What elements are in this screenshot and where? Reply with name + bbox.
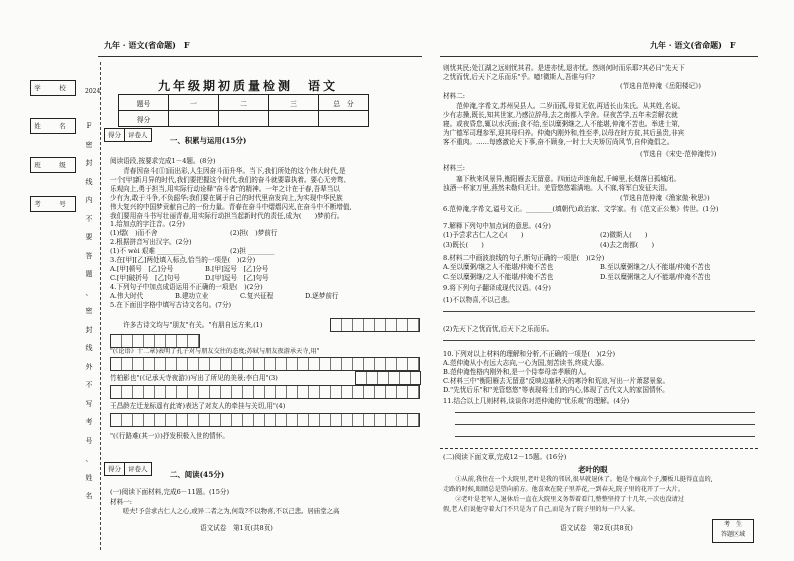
binding-char: 名: [85, 492, 93, 500]
poem-line: 王昌龄左迁龙标遥有此寄)表达了对友人的牵挂与关切,用"(4): [110, 402, 286, 410]
q2-stem: 2.根据拼音写出汉字。(2分): [110, 238, 192, 246]
material-label: 材料二:: [443, 92, 466, 100]
q7-a[interactable]: (1)予尝求古仁人之心( ): [443, 231, 524, 239]
passage-line: 青春因奋斗[①]而出彩,人生因奋斗而升华。当下,我们所处的这个伟大时代,是: [110, 167, 346, 175]
scorer-box: [104, 128, 152, 142]
q4-option-a[interactable]: A.伟大时代: [110, 292, 144, 300]
q1-stem: 1.给加点的字注音。(2分): [110, 220, 185, 228]
material-text: 则忧其民;处江湖之远则忧其君。是进亦忧,退亦忧。然则何时而乐耶?其必曰"先天下: [443, 64, 685, 72]
q8-stem: 8.材料二中画波浪线的句子,断句正确的一项是( )(2分): [443, 254, 605, 262]
passage-line: 我们要用奋斗书写壮丽青春,用实际行动担当起新时代的责任,成为( )梦前行。: [110, 212, 344, 220]
q3-option-c[interactable]: C.[甲]破折号 [乙]句号: [110, 274, 180, 282]
header-rule-right: [440, 56, 758, 57]
q9-stem: 9.将下列句子翻译成现代汉语。(4分): [443, 284, 551, 292]
answer-box-line: 答题区域: [720, 531, 745, 538]
class-box[interactable]: 班 级: [30, 157, 76, 173]
binding-char: 密: [85, 307, 93, 315]
q8-option-d[interactable]: D.至以糜粥继之人/不能堪/仲淹不苦也: [600, 273, 711, 281]
grader-label: 评卷人: [124, 129, 151, 141]
q2-b[interactable]: (2)担 ________: [230, 247, 275, 255]
page-footer-right: 语文试卷 第2页(共8页): [560, 524, 633, 532]
answer-grid[interactable]: [330, 318, 420, 332]
binding-char: 线: [85, 344, 93, 352]
q1-b[interactable]: (2)担( )梦前行: [230, 229, 278, 237]
score-table: [118, 94, 369, 127]
binding-char: 考: [85, 418, 93, 426]
reading2-heading: (二)阅读下面文章,完成12－15题。(16分): [443, 453, 567, 461]
q7-d[interactable]: (4)去之南都( ): [600, 241, 655, 249]
q4-stem: 4.下列句子中加点成语运用不正确的一项是( )(2分): [110, 283, 263, 291]
binding-char: 封: [85, 325, 93, 334]
q9-a: (1)不以物喜,不以己悲。: [443, 296, 514, 304]
binding-char: 答: [85, 251, 93, 260]
material-text: 之忧而忧,后天下之乐而乐"乎。噫!微斯人,吾谁与归?: [443, 73, 595, 81]
score-cell[interactable]: [169, 111, 219, 127]
name-box[interactable]: 姓 名: [30, 118, 76, 134]
binding-char: F: [86, 122, 92, 130]
passage-line: 乐观向上,勇于担当,用实际行动诠释"奋斗者"的精神。一年之计在于春,吾辈当以: [110, 185, 340, 193]
answer-grid[interactable]: [110, 385, 420, 399]
exam-title: 九年级期初质量检测 语文: [158, 79, 339, 93]
passage-line: 伟大复兴的中国梦贡献自己的一份力量。青春在奋斗中熠熠闪光,在奋斗中不断增值,: [110, 203, 352, 211]
binding-char: 题: [85, 270, 93, 278]
q8-option-c[interactable]: C.至以糜粥继/之人不能堪/仲淹不苦也: [443, 273, 554, 281]
q4-option-d[interactable]: D.逐梦前行: [305, 292, 339, 300]
candidate-answer-box: [712, 519, 754, 543]
binding-char: 不: [85, 214, 93, 223]
material-text: 浊酒一杯家万里,燕然未勒归无计。羌管悠悠霜满地。人不寐,将军白发征夫泪。: [443, 184, 672, 192]
source-note: (节选自范仲淹《渔家傲·秋思》): [620, 194, 710, 202]
binding-year: 2024: [85, 88, 101, 95]
binding-char: 要: [85, 233, 93, 241]
page-header-right: 九年 · 语文(省命题) F: [650, 40, 736, 50]
material-text: 客不重肉。……每感激论天下事,奋不顾身,一时士大夫矫厉尚风节,自仲淹倡之。: [443, 138, 674, 146]
poem-line: "(《行路难(其一)》)抒发积极入世的情怀。: [110, 432, 229, 440]
answer-box-line: 考 生: [723, 521, 742, 528]
q5-stem: 5.在下面田字格中填写古诗文名句。(7分): [110, 301, 232, 309]
q4-option-c[interactable]: C.复兴征程: [240, 292, 274, 300]
reading1-heading: (一)阅读下面材料,完成6－11题。(15分): [110, 488, 230, 496]
answer-line[interactable]: [443, 311, 755, 312]
score-head: 题号: [119, 95, 169, 111]
binding-char: 、: [85, 455, 93, 463]
q10-stem: 10.下列对以上材料的理解和分析,不正确的一项是( )(2分): [443, 350, 616, 358]
q10-option-a[interactable]: A.范仲淹从小有远大志向,一心为国,刻苦读书,终成大器。: [443, 359, 608, 367]
source-note: (节选自《宋史·范仲淹传》): [640, 150, 717, 158]
page-header-left: 九年 · 语文(省命题) F: [104, 40, 190, 50]
score-label: 得分: [108, 465, 121, 473]
page-footer-left: 语文试卷 第1页(共8页): [200, 524, 273, 532]
q3-stem: 3.在[甲][乙]两处填入标点,恰当的一项是( )(2分): [110, 256, 256, 264]
q8-option-b[interactable]: B.至以糜粥继之/人不能堪/仲淹不苦也: [600, 263, 711, 271]
binding-char: 不: [85, 381, 93, 389]
score-label: 得分: [119, 111, 169, 127]
article-text: 假,老人们说他守着大门不只是为了自己,而是为了院子里的每一户人家。: [443, 506, 639, 513]
answer-grid[interactable]: [355, 371, 421, 385]
answer-line[interactable]: [455, 424, 755, 425]
q1-a[interactable]: (1)熠( )而不舍: [110, 229, 158, 237]
passage-line: 少有为,敢于斗争,不负韶华;我们要在属于自己的时代里奋发向上,为实现中华民族: [110, 194, 343, 202]
q7-b[interactable]: (2)微斯人( ): [600, 231, 648, 239]
material-text: 嗟夫!予尝求古仁人之心,或异二者之为,何哉?不以物喜,不以己悲。居庙堂之高: [110, 507, 340, 515]
q2-a[interactable]: (1)不 wèi 艰难 ________: [110, 247, 184, 255]
score-cell[interactable]: [219, 111, 269, 127]
score-head: 一: [169, 95, 219, 111]
answer-line[interactable]: [455, 436, 755, 437]
binding-char: 线: [85, 177, 93, 186]
answer-line[interactable]: [443, 340, 755, 341]
score-label: 得分: [108, 131, 121, 139]
school-box[interactable]: 学 校: [30, 80, 76, 96]
material-text: 塞下秋来风景异,衡阳雁去无留意。四面边声连角起,千嶂里,长烟落日孤城闭。: [443, 175, 681, 183]
binding-char: 姓: [85, 473, 93, 482]
answer-grid[interactable]: [110, 413, 420, 427]
article-title: 老叶的眼: [578, 465, 608, 474]
q10-option-c[interactable]: C.材料三中"衡阳雁去无留意"反映边塞秋天的寒冷和荒凉,写出一片萧瑟景象。: [443, 377, 670, 385]
material-label: 材料一:: [110, 498, 133, 506]
article-text: ①从前,我住在一个大院里,老叶是我的邻居,很早就退休了。他是个瘦高个子,腰板儿挺得直直的,: [443, 476, 713, 483]
q9-b: (2)先天下之忧而忧,后天下之乐而乐。: [443, 325, 554, 333]
poem-line: 许多古诗文均与"朋友"有关。"有朋自远方来,(1): [110, 321, 263, 329]
material-text: 寝。或夜昏怠,辄以水沃面;食不给,至以糜粥继之,人不能堪,仲淹不苦也。举进士第,: [443, 120, 680, 128]
passage-line: 一个[甲]新月异的时代,我们要把握这个时代,我们的奋斗就要靠执着。要心无旁骛、: [110, 176, 351, 184]
score-head: 总 分: [319, 95, 369, 111]
article-text: 走路的时候,眼睛总是望向前方。他喜欢在院子里养花,一到春天,院子里的花开了一大片。: [443, 486, 685, 493]
poem-line: 竹柏影也"(《记承天寺夜游》)写出了所见的美景;李白用"(3): [110, 374, 278, 382]
binding-char: 外: [85, 362, 93, 371]
binding-char: 内: [85, 196, 93, 204]
score-cell[interactable]: [319, 111, 369, 127]
material-text: 为广德军司理参军,迎其母归养。仲淹内刚外和,性至孝,以母在时方贫,其后虽贵,非宾: [443, 129, 685, 137]
score-head: 二: [219, 95, 269, 111]
q3-option-d[interactable]: D.[甲]逗号 [乙]句号: [205, 274, 269, 282]
q10-option-d[interactable]: D."先忧后乐"和"羌管悠悠"等表现将士们的内心,体现了古代文人的家国情怀。: [443, 386, 669, 394]
exam-number-box[interactable]: 考 号: [30, 196, 76, 212]
article-text: ②老叶是老军人,退休后一直在大院里义务帮着看门,整整坚持了十几年,一次也没请过: [443, 496, 685, 503]
q7-stem: 7.解释下列句中加点词的意思。(4分): [443, 222, 551, 230]
score-head: 三: [269, 95, 319, 111]
binding-char: 号: [85, 436, 93, 445]
binding-char: 密: [85, 140, 93, 149]
q3-option-a[interactable]: A.[甲]顿号 [乙]分号: [110, 265, 174, 273]
answer-grid[interactable]: [110, 357, 420, 371]
q10-option-b[interactable]: B.范仲淹性格内刚外和,是一个侍奉母亲孝顺的人。: [443, 368, 591, 376]
q7-c[interactable]: (3)既长( ): [443, 241, 484, 249]
answer-line[interactable]: [455, 412, 755, 413]
binding-char: 封: [85, 159, 93, 167]
poem-line: "(《论语》十二章)表明了孔子对与朋友交往的态度;苏轼与朋友夜游承天寺,用": [110, 348, 320, 355]
q3-option-b[interactable]: B.[甲]逗号 [乙]分号: [205, 265, 269, 273]
q11-stem: 11.结合以上几则材料,谈谈你对范仲淹的"忧乐观"的理解。(4分): [443, 397, 630, 405]
q4-option-b[interactable]: B.建功立业: [175, 292, 209, 300]
source-note: (节选自范仲淹《岳阳楼记》): [620, 82, 701, 90]
scorer-box: [104, 462, 152, 476]
material-text: 范仲淹,字希文,苏州吴县人。二岁而孤,母贫无依,再适长山朱氏。从其姓,名说。: [443, 102, 685, 110]
binding-line: [100, 62, 101, 550]
binding-char: 、: [85, 288, 93, 297]
q6-stem[interactable]: 6.范仲淹,字希文,谥号文正。________(填朝代)政治家、文学家。有《范文正公集》传世。(1分): [443, 205, 719, 213]
section-divider: [440, 448, 758, 449]
section2-heading: 二、阅读(45分): [170, 470, 225, 479]
section1-heading: 一、积累与运用(15分): [170, 136, 247, 145]
grader-label: 评卷人: [124, 463, 151, 475]
score-cell[interactable]: [269, 111, 319, 127]
material-label: 材料三:: [443, 164, 466, 172]
q8-option-a[interactable]: A.至以糜粥/继之人不能堪/仲淹不苦也: [443, 263, 554, 271]
answer-grid[interactable]: [110, 334, 200, 348]
q-intro: 阅读语段,按要求完成1－4题。(8分): [110, 157, 216, 165]
material-text: 少有志操,既长,知其世家,乃感泣辞母,去之南都入学舍。昼夜苦学,五年未尝解衣就: [443, 111, 678, 119]
binding-char: 写: [85, 399, 93, 408]
header-rule-left: [98, 56, 422, 57]
